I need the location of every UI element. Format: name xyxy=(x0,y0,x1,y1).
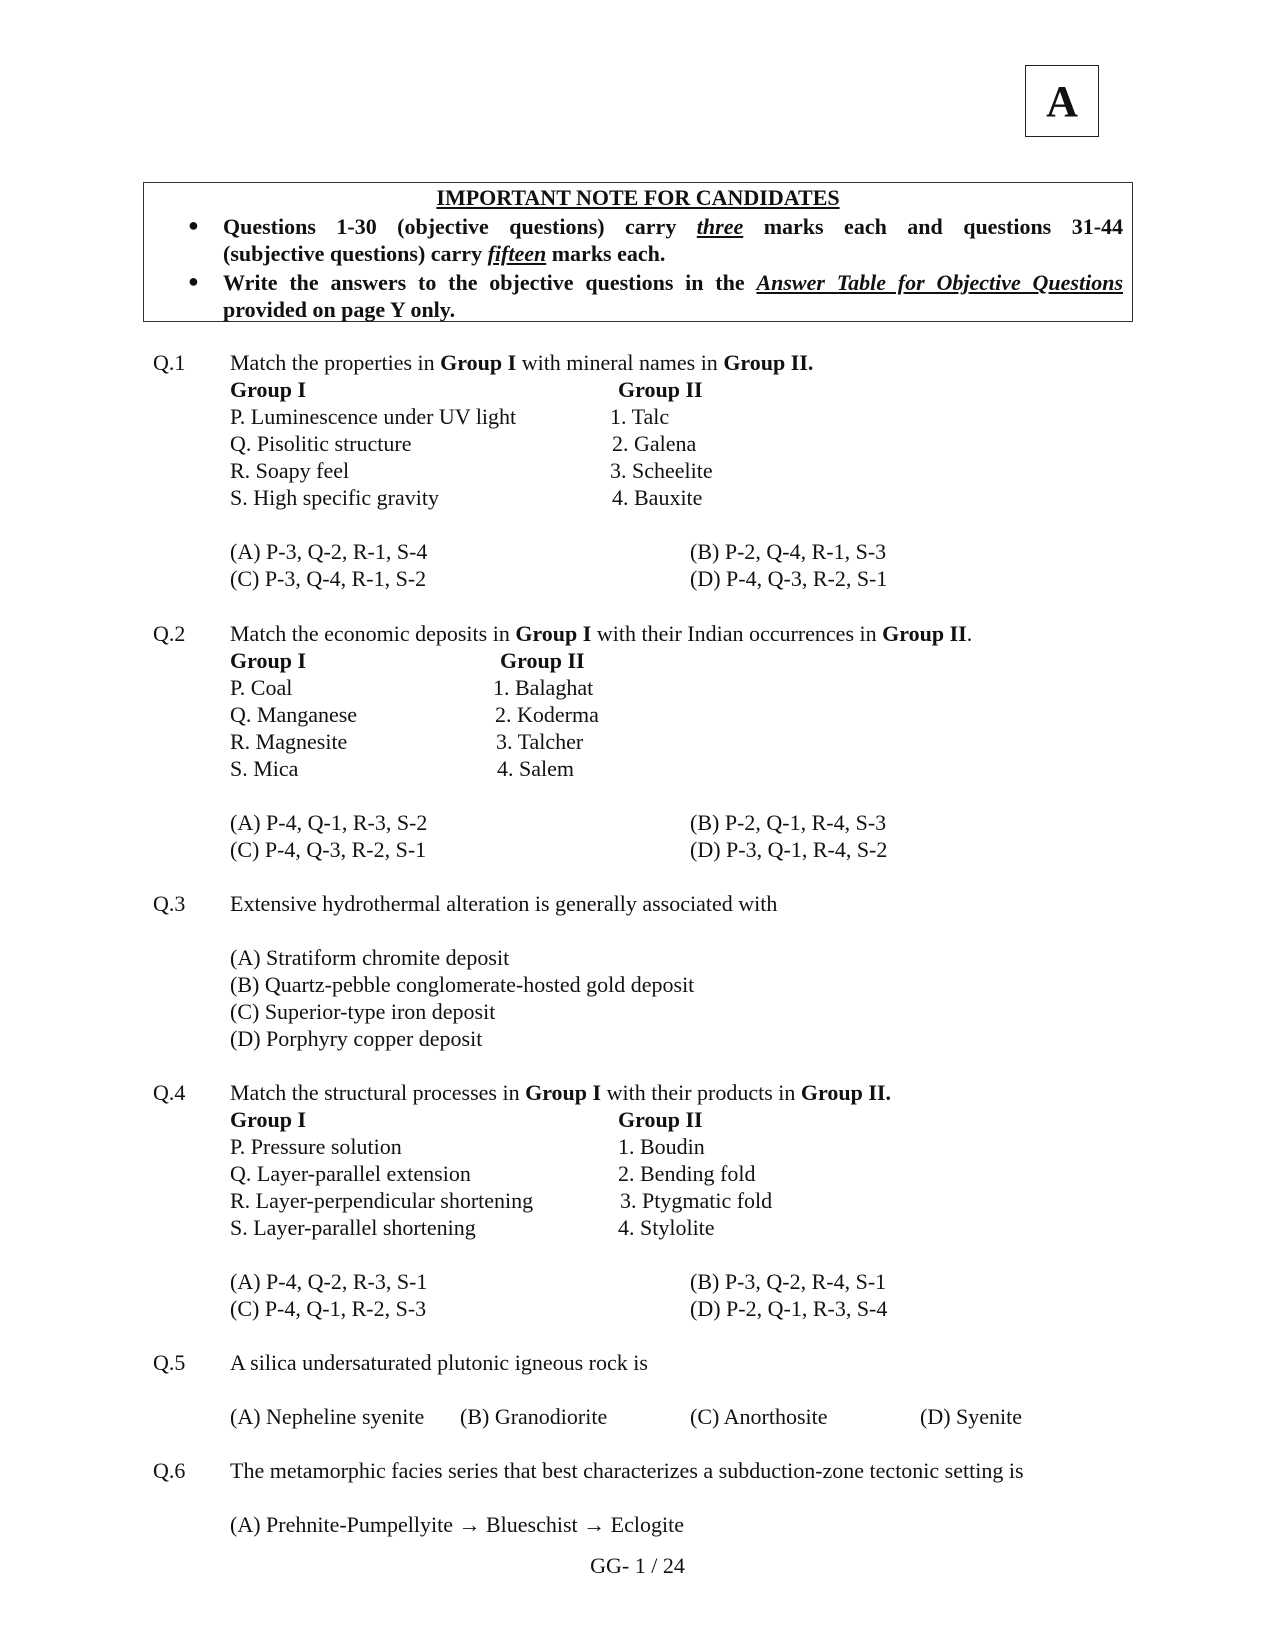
q2-group-i-item: S. Mica xyxy=(230,756,299,781)
paper-code-box xyxy=(1025,65,1099,137)
q5-option-a: (A) Nepheline syenite xyxy=(230,1404,425,1429)
q1-group-i-header: Group I xyxy=(230,377,307,402)
q2-group-i-item: Q. Manganese xyxy=(230,702,358,727)
q2-group-i-item: R. Magnesite xyxy=(230,729,348,754)
q1-group-ii-header: Group II xyxy=(618,377,703,402)
q1-stem: Match the properties in Group I with mineral names in Group II. xyxy=(230,350,814,375)
q4-option-b: (B) P-3, Q-2, R-4, S-1 xyxy=(690,1269,887,1294)
q1-group-ii-item: 2. Galena xyxy=(612,431,697,456)
q5-option-c: (C) Anorthosite xyxy=(690,1404,828,1429)
q1-option-c: (C) P-3, Q-4, R-1, S-2 xyxy=(230,566,427,591)
q5-number: Q.5 xyxy=(153,1350,186,1375)
q1-group-i-item: Q. Pisolitic structure xyxy=(230,431,412,456)
q4-group-i-item: Q. Layer-parallel extension xyxy=(230,1161,471,1186)
q4-group-ii-item: 1. Boudin xyxy=(618,1134,705,1159)
q4-group-i-header: Group I xyxy=(230,1107,307,1132)
q6-number: Q.6 xyxy=(153,1458,186,1483)
q3-option-b: (B) Quartz-pebble conglomerate-hosted gold deposit xyxy=(230,972,695,997)
q4-option-c: (C) P-4, Q-1, R-2, S-3 xyxy=(230,1296,427,1321)
q2-option-c: (C) P-4, Q-3, R-2, S-1 xyxy=(230,837,427,862)
note-bullet-1-line-1: Questions 1-30 (objective questions) carry three marks each and questions 31-44 xyxy=(223,214,1124,239)
note-title: IMPORTANT NOTE FOR CANDIDATES xyxy=(436,185,840,210)
q4-group-i-item: R. Layer-perpendicular shortening xyxy=(230,1188,534,1213)
q1-group-i-item: P. Luminescence under UV light xyxy=(230,404,517,429)
note-bullet-2-line-1: Write the answers to the objective questions in the Answer Table for Objective Questions xyxy=(223,270,1123,295)
q5-option-d: (D) Syenite xyxy=(920,1404,1023,1429)
q2-group-ii-item: 2. Koderma xyxy=(495,702,599,727)
q4-stem: Match the structural processes in Group I with their products in Group II. xyxy=(230,1080,891,1105)
q4-group-ii-item: 4. Stylolite xyxy=(618,1215,715,1240)
page-footer: GG- 1 / 24 xyxy=(590,1553,685,1578)
q4-option-d: (D) P-2, Q-1, R-3, S-4 xyxy=(690,1296,888,1321)
q4-option-a: (A) P-4, Q-2, R-3, S-1 xyxy=(230,1269,428,1294)
q2-option-a: (A) P-4, Q-1, R-3, S-2 xyxy=(230,810,428,835)
q3-number: Q.3 xyxy=(153,891,186,916)
q3-option-d: (D) Porphyry copper deposit xyxy=(230,1026,483,1051)
note-bullet-2-line-2: provided on page Y only. xyxy=(223,297,456,322)
q2-group-i-header: Group I xyxy=(230,648,307,673)
q2-group-ii-item: 4. Salem xyxy=(497,756,574,781)
q1-option-d: (D) P-4, Q-3, R-2, S-1 xyxy=(690,566,888,591)
important-note-box xyxy=(143,182,1133,322)
bullet-icon: ● xyxy=(188,271,199,291)
q6-stem: The metamorphic facies series that best characterizes a subduction-zone tectonic setting is xyxy=(230,1458,1024,1483)
q4-group-i-item: P. Pressure solution xyxy=(230,1134,402,1159)
bullet-icon: ● xyxy=(188,215,199,235)
q2-group-ii-header: Group II xyxy=(500,648,585,673)
q2-group-ii-item: 3. Talcher xyxy=(496,729,584,754)
note-bullet-1-line-2: (subjective questions) carry fifteen marks each. xyxy=(223,241,666,266)
q3-option-a: (A) Stratiform chromite deposit xyxy=(230,945,510,970)
q2-stem: Match the economic deposits in Group I with their Indian occurrences in Group II. xyxy=(230,621,973,646)
q4-group-ii-item: 2. Bending fold xyxy=(618,1161,756,1186)
q2-group-i-item: P. Coal xyxy=(230,675,293,700)
q4-group-ii-header: Group II xyxy=(618,1107,703,1132)
q1-number: Q.1 xyxy=(153,350,186,375)
q2-option-d: (D) P-3, Q-1, R-4, S-2 xyxy=(690,837,888,862)
q2-number: Q.2 xyxy=(153,621,186,646)
q5-stem: A silica undersaturated plutonic igneous rock is xyxy=(230,1350,648,1375)
q1-group-i-item: R. Soapy feel xyxy=(230,458,350,483)
q1-option-a: (A) P-3, Q-2, R-1, S-4 xyxy=(230,539,428,564)
q2-group-ii-item: 1. Balaghat xyxy=(493,675,594,700)
q1-group-ii-item: 4. Bauxite xyxy=(612,485,703,510)
q3-option-c: (C) Superior-type iron deposit xyxy=(230,999,496,1024)
q4-group-ii-item: 3. Ptygmatic fold xyxy=(620,1188,773,1213)
paper-code-letter: A xyxy=(1046,76,1078,126)
q1-group-ii-item: 3. Scheelite xyxy=(610,458,713,483)
q3-stem: Extensive hydrothermal alteration is generally associated with xyxy=(230,891,778,916)
q2-option-b: (B) P-2, Q-1, R-4, S-3 xyxy=(690,810,887,835)
q4-group-i-item: S. Layer-parallel shortening xyxy=(230,1215,476,1240)
q1-group-ii-item: 1. Talc xyxy=(610,404,670,429)
q5-option-b: (B) Granodiorite xyxy=(460,1404,608,1429)
q1-option-b: (B) P-2, Q-4, R-1, S-3 xyxy=(690,539,887,564)
q1-group-i-item: S. High specific gravity xyxy=(230,485,439,510)
q6-option-a: (A) Prehnite-Pumpellyite → Blueschist → Eclogite xyxy=(230,1512,684,1537)
q4-number: Q.4 xyxy=(153,1080,186,1105)
